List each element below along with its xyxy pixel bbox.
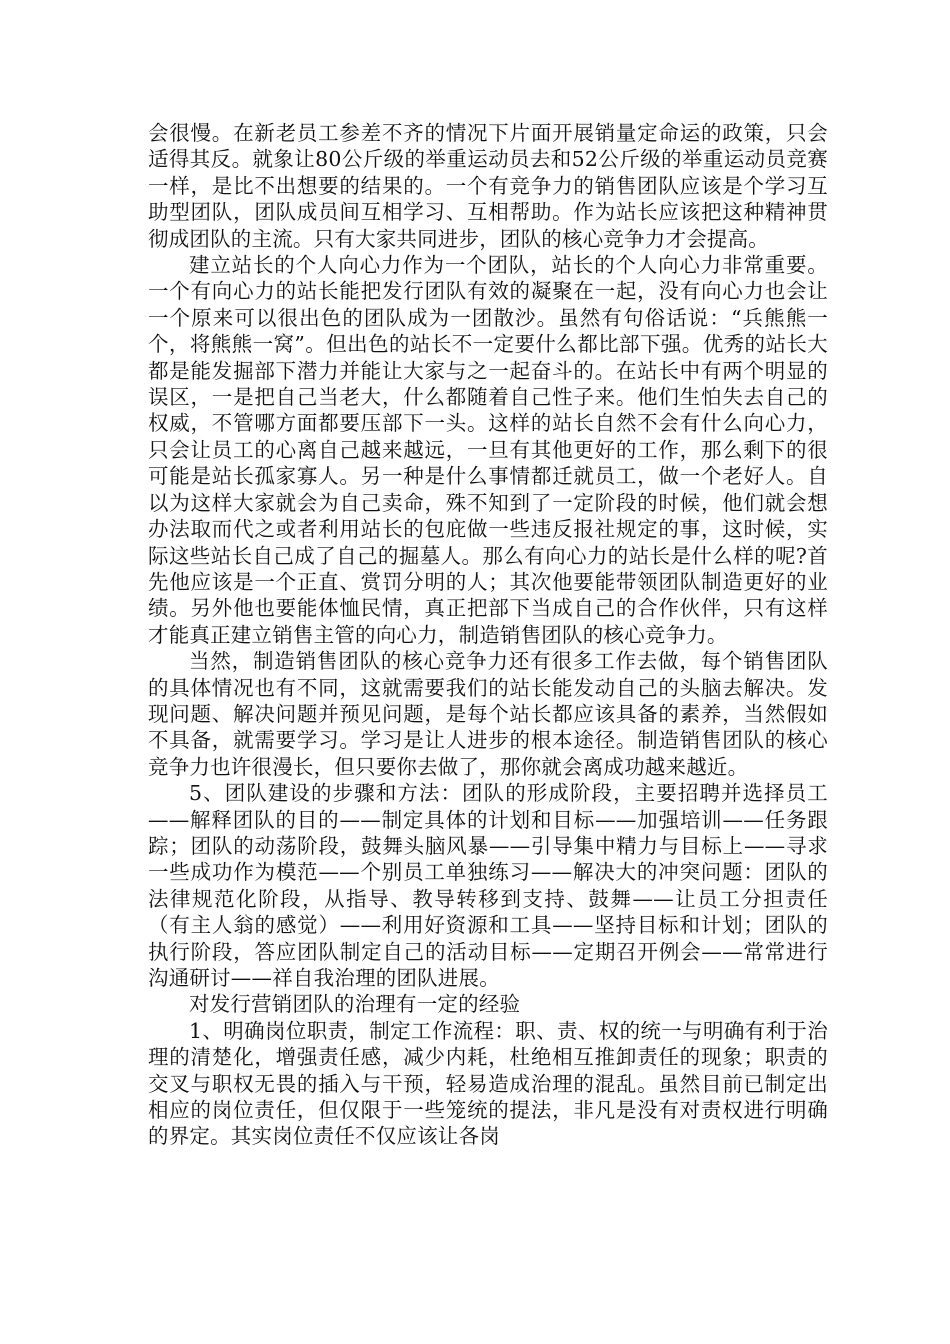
paragraph-job-responsibilities: 1、明确岗位职责，制定工作流程：职、责、权的统一与明确有利于治理的清楚化，增强责任感，减少内耗，杜绝相互推卸责任的现象；职责的交叉与职权无畏的插入与干预，轻易造成治理的混乱。虽然目前已制定出相应的岗位责任，但仅限于一些笼统的提法，非凡是没有对责权进行明确的界定。其实岗位责任不仅应该让各岗 [148,1018,828,1149]
paragraph-station-chief-cohesion: 建立站长的个人向心力作为一个团队，站长的个人向心力非常重要。一个有向心力的站长能把发行团队有效的凝聚在一起，没有向心力也会让一个原来可以很出色的团队成为一团散沙。虽然有句俗话说：“兵熊熊一个，将熊熊一窝”。但出色的站长不一定要什么都比部下强。优秀的站长大都是能发掘部下潜力并能让大家与之一起奋斗的。在站长中有两个明显的误区，一是把自己当老大，什么都随着自己性子来。他们生怕失去自己的权威，不管哪方面都要压部下一头。这样的站长自然不会有什么向心力，只会让员工的心离自己越来越远，一旦有其他更好的工作，那么剩下的很可能是站长孤家寡人。另一种是什么事情都迁就员工，做一个老好人。自以为这样大家就会为自己卖命，殊不知到了一定阶段的时候，他们就会想办法取而代之或者利用站长的包庇做一些违反报社规定的事，这时候，实际这些站长自己成了自己的掘墓人。那么有向心力的站长是什么样的呢?首先他应该是一个正直、赏罚分明的人；其次他要能带领团队制造更好的业绩。另外他也要能体恤民情，真正把部下当成自己的合作伙伴，只有这样才能真正建立销售主管的向心力，制造销售团队的核心竞争力。 [148,253,828,647]
document-page [148,120,828,1150]
paragraph-management-experience-heading: 对发行营销团队的治理有一定的经验 [189,992,521,1017]
paragraph-core-competitiveness: 当然，制造销售团队的核心竞争力还有很多工作去做，每个销售团队的具体情况也有不同，这就需要我们的站长能发动自己的头脑去解决。发现问题、解决问题并预见问题，是每个站长都应该具备的素养，当然假如不具备，就需要学习。学习是让人进步的根本途径。制造销售团队的核心竞争力也许很漫长，但只要你去做了，那你就会离成功越来越近。 [148,649,828,779]
paragraph-team-learning: 会很慢。在新老员工参差不齐的情况下片面开展销量定命运的政策，只会适得其反。就象让80公斤级的举重运动员去和52公斤级的举重运动员竞赛一样，是比不出想要的结果的。一个有竞争力的销售团队应该是个学习互助型团队，团队成员间互相学习、互相帮助。作为站长应该把这种精神贯彻成团队的主流。只有大家共同进步，团队的核心竞争力才会提高。 [148,121,828,251]
paragraph-team-building-steps: 5、团队建设的步骤和方法：团队的形成阶段，主要招聘并选择员工——解释团队的目的——制定具体的计划和目标——加强培训——任务跟踪；团队的动荡阶段，鼓舞头脑风暴——引导集中精力与目标上——寻求一些成功作为模范——个别员工单独练习——解决大的冲突问题：团队的法律规范化阶段，从指导、教导转移到支持、鼓舞——让员工分担责任（有主人翁的感觉）——利用好资源和工具——坚持目标和计划；团队的执行阶段，答应团队制定自己的活动目标——定期召开例会——常常进行沟通研讨——祥自我治理的团队进展。 [148,781,828,990]
